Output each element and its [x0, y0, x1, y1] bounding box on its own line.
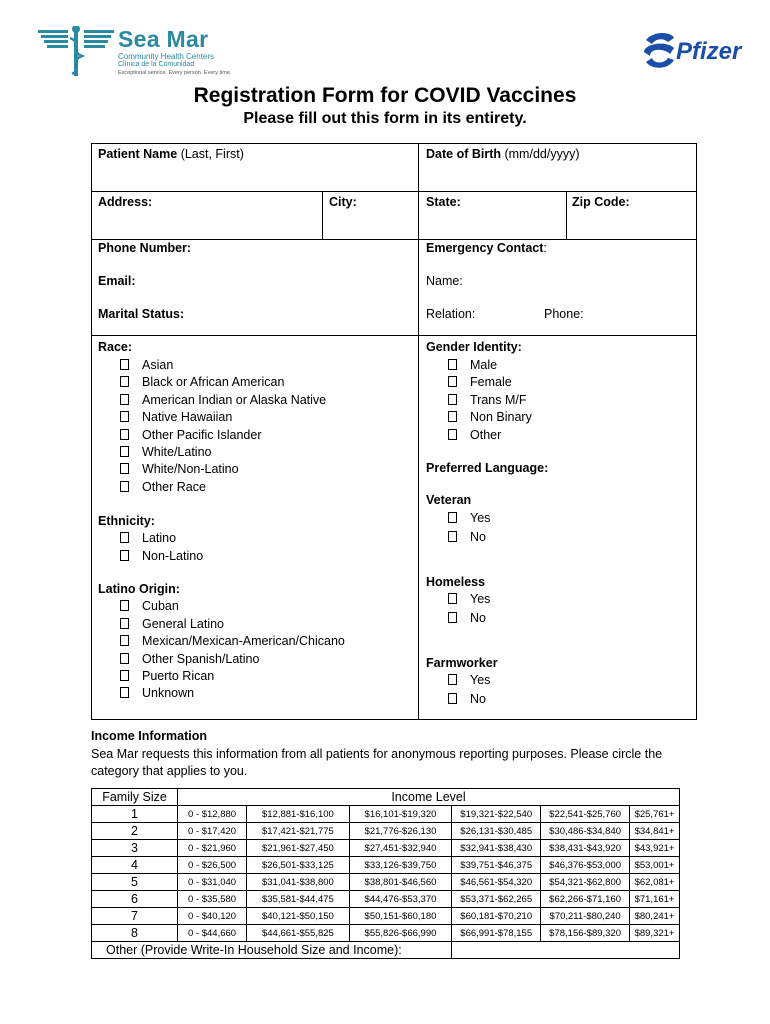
- income-cell[interactable]: $22,541-$25,760: [541, 806, 630, 823]
- table-row: [92, 840, 680, 857]
- income-cell[interactable]: $80,241+: [630, 908, 680, 925]
- income-cell[interactable]: $32,941-$38,430: [452, 840, 541, 857]
- income-cell[interactable]: $25,761+: [630, 806, 680, 823]
- income-cell[interactable]: $16,101-$19,320: [349, 806, 452, 823]
- family-size-cell: 2: [92, 823, 178, 840]
- income-cell[interactable]: $17,421-$21,775: [247, 823, 350, 840]
- income-cell[interactable]: $89,321+: [630, 925, 680, 942]
- checkbox[interactable]: [120, 532, 129, 543]
- patient-name-field[interactable]: [98, 147, 244, 161]
- latino-origin-heading: Latino Origin:: [98, 582, 180, 596]
- family-size-cell: 4: [92, 857, 178, 874]
- checkbox[interactable]: [120, 653, 129, 664]
- income-cell[interactable]: $26,501-$33,125: [247, 857, 350, 874]
- checkbox[interactable]: [120, 359, 129, 370]
- family-size-header: Family Size: [92, 789, 178, 806]
- table-row: [92, 908, 680, 925]
- latino-origin-option[interactable]: Mexican/Mexican-American/Chicano: [120, 634, 345, 648]
- income-cell[interactable]: $26,131-$30,485: [452, 823, 541, 840]
- income-cell[interactable]: $71,161+: [630, 891, 680, 908]
- race-option[interactable]: American Indian or Alaska Native: [120, 393, 326, 407]
- income-cell[interactable]: $19,321-$22,540: [452, 806, 541, 823]
- checkbox[interactable]: [120, 600, 129, 611]
- veteran-option[interactable]: No: [448, 530, 486, 544]
- dob-label: Date of Birth: [426, 147, 501, 161]
- preferred-language-field[interactable]: Preferred Language:: [426, 461, 549, 475]
- income-cell[interactable]: 0 - $12,880: [178, 806, 247, 823]
- checkbox[interactable]: [120, 670, 129, 681]
- patient-name-label: Patient Name: [98, 147, 178, 161]
- pfizer-pill-icon: [640, 30, 678, 72]
- income-cell[interactable]: $21,961-$27,450: [247, 840, 350, 857]
- checkbox[interactable]: [448, 411, 457, 422]
- checkbox[interactable]: [448, 674, 457, 685]
- income-cell[interactable]: 0 - $31,040: [178, 874, 247, 891]
- gender-option[interactable]: Male: [448, 358, 497, 372]
- table-row: [92, 857, 680, 874]
- income-cell[interactable]: $46,376-$53,000: [541, 857, 630, 874]
- checkbox[interactable]: [448, 429, 457, 440]
- sea-mar-logo: [38, 26, 232, 78]
- gender-option[interactable]: Female: [448, 375, 512, 389]
- income-cell[interactable]: $40,121-$50,150: [247, 908, 350, 925]
- income-cell[interactable]: $39,751-$46,375: [452, 857, 541, 874]
- veteran-heading: Veteran: [426, 493, 472, 507]
- other-household-label: Other (Provide Write-In Household Size and Income):: [92, 942, 452, 959]
- checkbox[interactable]: [120, 376, 129, 387]
- latino-origin-option[interactable]: Other Spanish/Latino: [120, 652, 259, 666]
- checkbox[interactable]: [120, 550, 129, 561]
- emergency-contact-heading: Emergency Contact:: [426, 241, 547, 255]
- income-cell[interactable]: $55,826-$66,990: [349, 925, 452, 942]
- income-cell[interactable]: 0 - $26,500: [178, 857, 247, 874]
- phone-field[interactable]: Phone Number:: [98, 241, 192, 255]
- table-row-other: [92, 942, 680, 959]
- income-cell[interactable]: $53,001+: [630, 857, 680, 874]
- latino-origin-option[interactable]: Unknown: [120, 686, 194, 700]
- checkbox[interactable]: [448, 359, 457, 370]
- table-row: [92, 874, 680, 891]
- checkbox[interactable]: [120, 618, 129, 629]
- race-option[interactable]: Other Race: [120, 480, 206, 494]
- income-cell[interactable]: $12,881-$16,100: [247, 806, 350, 823]
- race-option[interactable]: Other Pacific Islander: [120, 428, 262, 442]
- family-size-cell: 7: [92, 908, 178, 925]
- sea-mar-tagline: Exceptional service. Every person. Every time.: [118, 70, 232, 76]
- income-cell[interactable]: $31,041-$38,800: [247, 874, 350, 891]
- income-cell[interactable]: $54,321-$62,800: [541, 874, 630, 891]
- race-option[interactable]: Black or African American: [120, 375, 284, 389]
- homeless-heading: Homeless: [426, 575, 486, 589]
- checkbox[interactable]: [120, 411, 129, 422]
- family-size-cell: 8: [92, 925, 178, 942]
- race-option[interactable]: Asian: [120, 358, 173, 372]
- emergency-phone-field[interactable]: Phone:: [544, 307, 584, 321]
- patient-name-hint: (Last, First): [180, 147, 244, 161]
- ethnicity-option[interactable]: Latino: [120, 531, 176, 545]
- email-field[interactable]: Email:: [98, 274, 136, 288]
- gender-option[interactable]: Non Binary: [448, 410, 532, 424]
- checkbox[interactable]: [120, 429, 129, 440]
- checkbox[interactable]: [120, 394, 129, 405]
- ethnicity-heading: Ethnicity:: [98, 514, 155, 528]
- homeless-option[interactable]: No: [448, 611, 486, 625]
- income-cell[interactable]: $46,561-$54,320: [452, 874, 541, 891]
- race-option[interactable]: Native Hawaiian: [120, 410, 232, 424]
- income-heading: Income Information: [91, 729, 207, 743]
- table-row: [92, 823, 680, 840]
- state-field[interactable]: State:: [426, 195, 461, 209]
- page-subtitle: Please fill out this form in its entirety.: [243, 110, 527, 127]
- city-field[interactable]: City:: [329, 195, 357, 209]
- checkbox[interactable]: [120, 463, 129, 474]
- pfizer-wordmark: Pfizer: [676, 38, 742, 65]
- income-cell[interactable]: 0 - $35,580: [178, 891, 247, 908]
- emergency-name-field[interactable]: Name:: [426, 274, 463, 288]
- family-size-cell: 5: [92, 874, 178, 891]
- veteran-option[interactable]: Yes: [448, 511, 490, 525]
- income-cell[interactable]: $21,776-$26,130: [349, 823, 452, 840]
- checkbox[interactable]: [448, 593, 457, 604]
- latino-origin-option[interactable]: Puerto Rican: [120, 669, 214, 683]
- sea-mar-line2: Clínica de la Comunidad: [118, 61, 195, 68]
- race-heading: Race:: [98, 340, 133, 354]
- checkbox[interactable]: [120, 635, 129, 646]
- income-cell[interactable]: $33,126-$39,750: [349, 857, 452, 874]
- income-cell[interactable]: $66,991-$78,155: [452, 925, 541, 942]
- income-cell[interactable]: 0 - $40,120: [178, 908, 247, 925]
- other-household-input[interactable]: [452, 942, 680, 959]
- income-cell[interactable]: $62,081+: [630, 874, 680, 891]
- income-cell[interactable]: $60,181-$70,210: [452, 908, 541, 925]
- gender-heading: Gender Identity:: [426, 340, 522, 354]
- address-field[interactable]: Address:: [98, 195, 153, 209]
- income-cell[interactable]: $35,581-$44,475: [247, 891, 350, 908]
- checkbox[interactable]: [120, 446, 129, 457]
- table-row: [92, 925, 680, 942]
- income-level-header: Income Level: [178, 789, 680, 806]
- income-instructions: Sea Mar requests this information from all patients for anonymous reporting purposes. Please circle the category that applies to you.: [91, 747, 663, 778]
- checkbox[interactable]: [448, 376, 457, 387]
- dob-field[interactable]: [426, 147, 579, 161]
- caduceus-wings-icon: [38, 26, 114, 76]
- income-cell[interactable]: $50,151-$60,180: [349, 908, 452, 925]
- race-option[interactable]: White/Non-Latino: [120, 462, 239, 476]
- race-option[interactable]: White/Latino: [120, 445, 211, 459]
- latino-origin-option[interactable]: General Latino: [120, 617, 224, 631]
- income-cell[interactable]: $78,156-$89,320: [541, 925, 630, 942]
- table-header-row: [92, 789, 680, 806]
- checkbox[interactable]: [120, 481, 129, 492]
- income-cell[interactable]: $43,921+: [630, 840, 680, 857]
- zip-field[interactable]: Zip Code:: [572, 195, 630, 209]
- gender-option[interactable]: Trans M/F: [448, 393, 526, 407]
- income-cell[interactable]: $38,801-$46,560: [349, 874, 452, 891]
- checkbox[interactable]: [448, 394, 457, 405]
- table-row: [92, 806, 680, 823]
- pfizer-logo: [640, 30, 750, 75]
- emergency-relation-field[interactable]: Relation:: [426, 307, 476, 321]
- dob-hint: (mm/dd/yyyy): [504, 147, 580, 161]
- page-title: Registration Form for COVID Vaccines: [193, 84, 577, 107]
- farmworker-heading: Farmworker: [426, 656, 498, 670]
- gender-option[interactable]: Other: [448, 428, 501, 442]
- income-table: [91, 788, 680, 959]
- income-cell[interactable]: $62,266-$71,160: [541, 891, 630, 908]
- checkbox[interactable]: [448, 512, 457, 523]
- family-size-cell: 6: [92, 891, 178, 908]
- homeless-option[interactable]: Yes: [448, 592, 490, 606]
- income-cell[interactable]: $44,476-$53,370: [349, 891, 452, 908]
- family-size-cell: 3: [92, 840, 178, 857]
- income-cell[interactable]: $44,661-$55,825: [247, 925, 350, 942]
- family-size-cell: 1: [92, 806, 178, 823]
- checkbox[interactable]: [448, 693, 457, 704]
- income-cell[interactable]: $53,371-$62,265: [452, 891, 541, 908]
- income-cell[interactable]: $34,841+: [630, 823, 680, 840]
- checkbox[interactable]: [448, 531, 457, 542]
- income-cell[interactable]: 0 - $44,660: [178, 925, 247, 942]
- income-cell[interactable]: 0 - $17,420: [178, 823, 247, 840]
- sea-mar-brand: Sea Mar: [118, 26, 209, 52]
- income-cell[interactable]: $38,431-$43,920: [541, 840, 630, 857]
- sea-mar-line1: Community Health Centers: [118, 52, 215, 61]
- income-cell[interactable]: $70,211-$80,240: [541, 908, 630, 925]
- income-cell[interactable]: $30,486-$34,840: [541, 823, 630, 840]
- latino-origin-option[interactable]: Cuban: [120, 599, 179, 613]
- income-cell[interactable]: $27,451-$32,940: [349, 840, 452, 857]
- table-row: [92, 891, 680, 908]
- ethnicity-option[interactable]: Non-Latino: [120, 549, 203, 563]
- farmworker-option[interactable]: Yes: [448, 673, 490, 687]
- farmworker-option[interactable]: No: [448, 692, 486, 706]
- marital-status-field[interactable]: Marital Status:: [98, 307, 185, 321]
- checkbox[interactable]: [120, 687, 129, 698]
- income-cell[interactable]: 0 - $21,960: [178, 840, 247, 857]
- checkbox[interactable]: [448, 612, 457, 623]
